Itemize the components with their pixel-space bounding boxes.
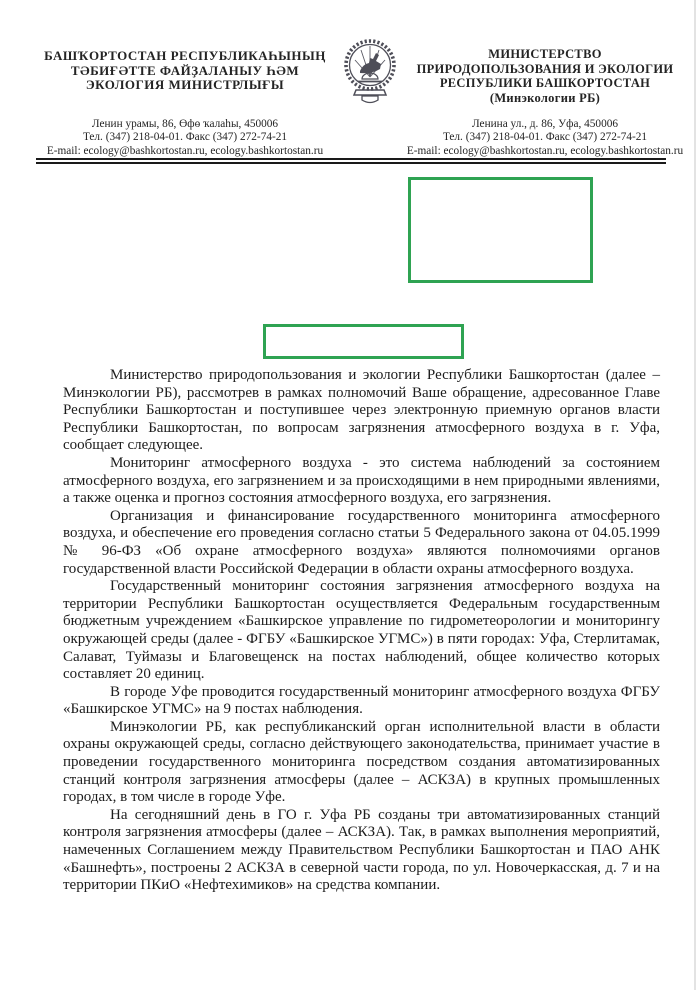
ministry-title-bashkir-line3: ЭКОЛОГИЯ МИНИСТРЛЫҒЫ xyxy=(85,77,285,93)
address-street-russian: Ленина ул., д. 86, Уфа, 450006 xyxy=(471,118,619,130)
letterhead-separator-rule xyxy=(36,158,666,164)
letter-paragraph: Мониторинг атмосферного воздуха - это система наблюдений за состоянием атмосферного воздуха, его загрязнением и за происходящими в нем природными явлениями, а также оценка и прогноз состояния атмосферного воздуха, его загрязнения. xyxy=(63,454,660,507)
address-block-bashkir xyxy=(22,118,348,158)
redaction-box-small xyxy=(263,324,464,359)
letter-paragraph: Министерство природопользования и экологии Республики Башкортостан (далее – Минэкологии РБ), рассмотрев в рамках полномочий Ваше обращение, адресованное Главе Республики Башкортостан и поступившее через электронную приемную органов власти Республики Башкортостан, по вопросам загрязнения атмосферного воздуха в г. Уфа, сообщает следующее. xyxy=(63,367,660,454)
scan-edge-artifact xyxy=(694,0,696,990)
bashkortostan-coat-of-arms-icon xyxy=(342,34,398,116)
ministry-title-bashkir xyxy=(36,49,334,93)
letterhead-left xyxy=(36,49,334,93)
letter-paragraph: Минэкологии РБ, как республиканский орган исполнительной власти в области охраны окружающей среды, согласно действующего законодательства, принимает участие в проведении государственного мониторинга посредством создания автоматизированных станций контроля загрязнения атмосферы (далее – АСКЗА) в крупных промышленных городах, в том числе в городе Уфе. xyxy=(63,718,660,806)
ministry-title-russian-line1: МИНИСТЕРСТВО xyxy=(488,47,602,61)
ministry-title-russian-line3: РЕСПУБЛИКИ БАШКОРТОСТАН xyxy=(439,76,651,91)
redaction-box-large xyxy=(408,177,593,283)
ministry-title-russian-line4: (Минэкологии РБ) xyxy=(489,90,601,105)
address-street-bashkir: Ленин урамы, 86, Өфө ҡалаһы, 450006 xyxy=(91,118,279,130)
address-email-bashkir: E-mail: ecology@bashkortostan.ru, ecology.bashkortostan.ru xyxy=(46,144,324,157)
letterhead-right xyxy=(398,47,692,105)
address-phone-bashkir: Тел. (347) 218-04-01. Факс (347) 272-74-21 xyxy=(82,131,288,144)
letter-body xyxy=(63,367,660,895)
address-phone-russian: Тел. (347) 218-04-01. Факс (347) 272-74-21 xyxy=(442,131,648,144)
address-email-russian: E-mail: ecology@bashkortostan.ru, ecology.bashkortostan.ru xyxy=(406,144,684,157)
letter-paragraph: В городе Уфе проводится государственный мониторинг атмосферного воздуха ФГБУ «Башкирское УГМС» на 9 постах наблюдения. xyxy=(63,683,660,718)
letter-paragraph: Государственный мониторинг состояния загрязнения атмосферного воздуха на территории Республики Башкортостан осуществляется Федеральным государственным бюджетным учреждением «Башкирское управление по гидрометеорологии и мониторингу окружающей среды (далее - ФГБУ «Башкирское УГМС») в пяти городах: Уфа, Стерлитамак, Салават, Туймазы и Благовещенск на постах наблюдений, общее количество которых составляет 20 единиц. xyxy=(63,578,660,683)
ministry-title-russian-line2: ПРИРОДОПОЛЬЗОВАНИЯ И ЭКОЛОГИИ xyxy=(416,61,674,76)
letter-paragraph: Организация и финансирование государственного мониторинга атмосферного воздуха, и обеспечение его проведения согласно статьи 5 Федерального закона от 04.05.1999 № 96-ФЗ «Об охране атмосферного воздуха» являются полномочиями органов государственной власти Российской Федерации в области охраны атмосферного воздуха. xyxy=(63,507,660,577)
address-block-russian xyxy=(398,118,692,158)
ministry-title-russian xyxy=(398,47,692,105)
letter-paragraph: На сегодняшний день в ГО г. Уфа РБ созданы три автоматизированных станций контроля загрязнения атмосферы (далее – АСКЗА). Так, в рамках выполнения мероприятий, намеченных Соглашением между Правительством Республики Башкортостан и ПАО АНК «Башнефть», построены 2 АСКЗА в северной части города, по ул. Новочеркасская, д. 7 и на территории ПКиО «Нефтехимиков» на средства компании. xyxy=(63,806,660,894)
ministry-title-bashkir-line2: ТӘБИҒӘТТЕ ФАЙҘАЛАНЫУ ҺӘМ xyxy=(70,62,300,78)
ministry-title-bashkir-line1: БАШҠОРТОСТАН РЕСПУБЛИКАҺЫНЫҢ xyxy=(44,48,326,63)
